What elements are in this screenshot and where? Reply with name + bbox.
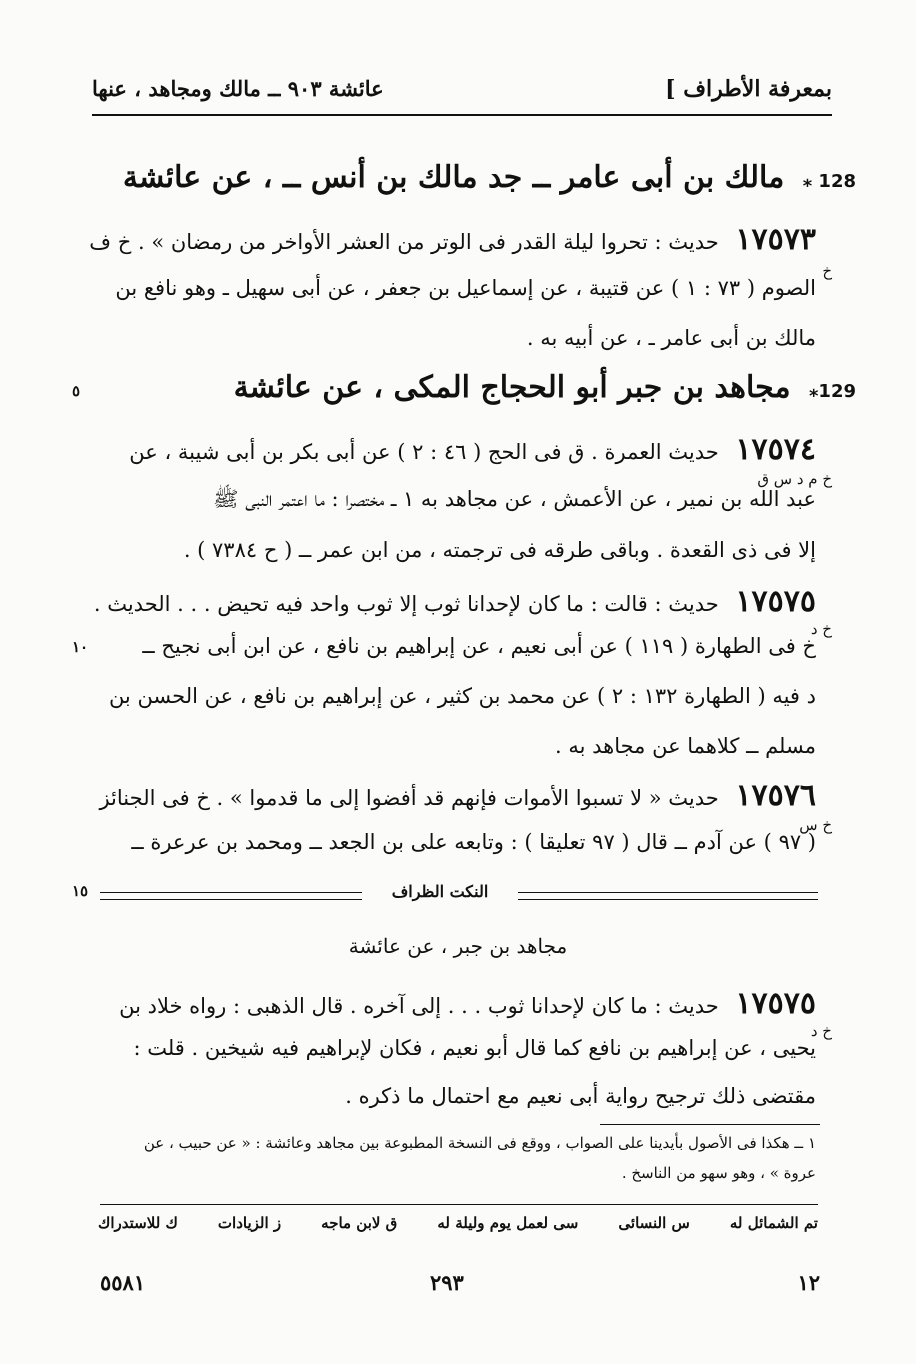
legend-item: ز الزيادات — [217, 1214, 282, 1232]
header-left: عائشة ٩٠٣ ــ مالك ومجاهد ، عنها — [92, 76, 384, 101]
header-right: بمعرفة الأطراف ] — [665, 76, 832, 102]
hadith-line: مقتضى ذلك ترجيح رواية أبى نعيم مع احتمال ما ذكره . — [345, 1084, 816, 1108]
legend-item: سى لعمل يوم وليلة له — [437, 1214, 579, 1232]
running-header — [92, 72, 832, 112]
hadith-line: الصوم ( ٧٣ : ١ ) عن قتيبة ، عن إسماعيل بن جعفر ، عن أبى سهيل ـ وهو نافع بن — [115, 276, 816, 300]
hadith-number: ١٧٥٧٥ — [735, 584, 816, 619]
hadith-line — [119, 986, 816, 1021]
line-number: ٥ — [72, 382, 81, 400]
nukat-separator — [100, 882, 818, 902]
legend-item: ق لابن ماجه — [321, 1214, 398, 1232]
hadith-line — [99, 778, 816, 813]
entry-number: 129⁎ — [809, 381, 856, 402]
legend-item: ك للاستدراك — [98, 1214, 178, 1232]
hadith-line: مسلم ــ كلاهما عن مجاهد به . — [554, 734, 816, 758]
header-rule — [92, 114, 832, 116]
entry-heading — [234, 370, 856, 405]
volume-number: ١٢ — [797, 1270, 820, 1295]
hadith-line: د فيه ( الطهارة ١٣٢ : ٢ ) عن محمد بن كثير ، عن إبراهيم بن نافع ، عن الحسن بن — [108, 684, 816, 708]
hadith-line: يحيى ، عن إبراهيم بن نافع كما قال أبو نعيم ، فكان لإبراهيم فيه شيخين . قلت : — [133, 1036, 816, 1060]
hadith-text: حديث : تحروا ليلة القدر فى الوتر من العشر الأواخر من رمضان » . خ ف — [89, 230, 719, 254]
hadith-number: ١٧٥٧٥ — [735, 986, 816, 1021]
entry-title: مجاهد بن جبر أبو الحجاج المكى ، عن عائشة — [233, 370, 791, 405]
hadith-line: ( ٩٧ ) عن آدم ــ قال ( ٩٧ تعليقا ) : وتابعه على بن الجعد ــ ومحمد بن عرعرة ــ — [131, 830, 816, 854]
entry-title: مالك بن أبى عامر ــ جد مالك بن أنس ــ ، عن عائشة — [122, 160, 785, 195]
entry-number: 128 ⁎ — [802, 171, 856, 192]
sigla: خ — [822, 262, 832, 280]
legend-item: س النسائى — [618, 1214, 690, 1232]
sigla-legend — [98, 1214, 818, 1232]
footnote-line: عروة » ، وهو سهو من الناسخ . — [621, 1164, 816, 1182]
hadith-number: ١٧٥٧٣ — [735, 222, 816, 257]
hadith-number: ١٧٥٧٦ — [735, 778, 816, 813]
separator-rule — [518, 892, 818, 900]
legend-rule — [100, 1204, 818, 1205]
hadith-line — [126, 432, 816, 467]
footnote-rule — [600, 1124, 820, 1125]
hadith-line — [89, 222, 816, 257]
hadith-text: حديث العمرة . ق فى الحج ( ٤٦ : ٢ ) عن أبى بكر بن أبى شيبة ، عن — [129, 440, 719, 464]
sigla: خ د — [810, 1022, 832, 1040]
nukat-subheading: مجاهد بن جبر ، عن عائشة — [348, 934, 568, 958]
line-number: ١٠ — [72, 638, 89, 656]
folio-left: ٥٥٨١ — [100, 1270, 146, 1295]
sigla: خ س — [799, 816, 832, 834]
hadith-line: مالك بن أبى عامر ـ ، عن أبيه به . — [526, 326, 816, 350]
separator-title: النكت الظراف — [391, 882, 489, 901]
page-number: ٢٩٣ — [430, 1270, 464, 1295]
separator-rule — [100, 892, 362, 900]
hadith-text: حديث « لا تسبوا الأموات فإنهم قد أفضوا إلى ما قدموا » . خ فى الجنائز — [99, 786, 719, 810]
legend-item: تم الشمائل له — [729, 1214, 818, 1232]
hadith-line: إلا فى ذى القعدة . وباقى طرقه فى ترجمته ، من ابن عمر ــ ( ح ٧٣٨٤ ) . — [183, 538, 816, 562]
hadith-line — [93, 584, 816, 619]
hadith-text: حديث : ما كان لإحدانا ثوب . . . إلى آخره . قال الذهبى : رواه خلاد بن — [119, 994, 719, 1018]
entry-heading — [123, 160, 856, 195]
hadith-line: خ فى الطهارة ( ١١٩ ) عن أبى نعيم ، عن إبراهيم بن نافع ، عن ابن أبى نجيح ــ — [142, 634, 816, 658]
sigla: خ د — [810, 620, 832, 638]
line-number: ١٥ — [72, 882, 89, 900]
sigla: خ م د س ق — [757, 470, 832, 488]
hadith-line: عبد الله بن نمير ، عن الأعمش ، عن مجاهد به ١ ــ مختصرا : ما اعتمر النبى ﷺ — [213, 487, 816, 511]
hadith-number: ١٧٥٧٤ — [735, 432, 816, 467]
footnote-line: ١ ــ هكذا فى الأصول بأيدينا على الصواب ، ووقع فى النسخة المطبوعة بين مجاهد وعائشة : « عن حبيب ، عن — [143, 1134, 816, 1152]
hadith-text: حديث : قالت : ما كان لإحدانا ثوب إلا ثوب واحد فيه تحيض . . . الحديث . — [93, 592, 719, 616]
